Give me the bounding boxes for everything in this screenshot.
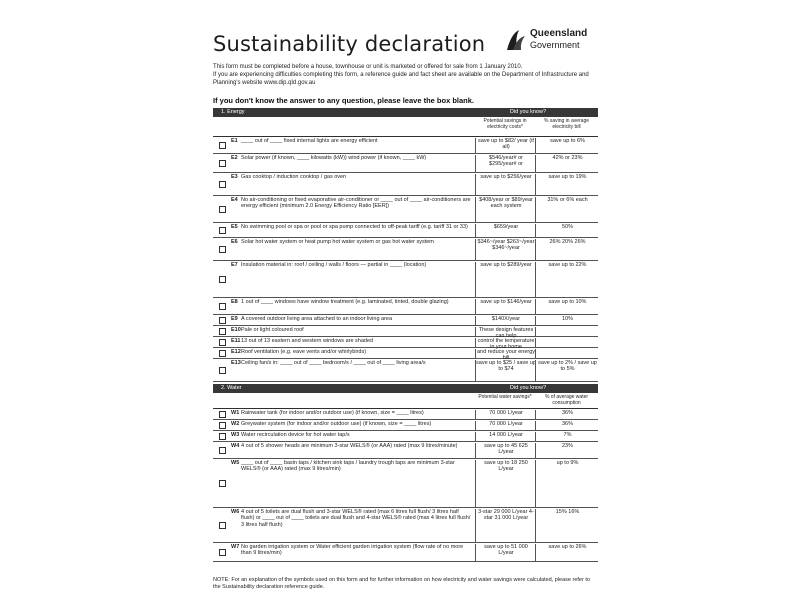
intro-text	[213, 63, 598, 87]
water-row-code: W1	[231, 410, 240, 416]
energy-row-text: 1 out of ____ windows have window treatment (e.g. laminated, tinted, double glazing)	[241, 299, 449, 305]
energy-row-code: E10	[231, 327, 241, 333]
energy-row-savings: and reduce your energy bill	[476, 349, 536, 362]
energy-row-text: Pale or light coloured roof	[241, 327, 304, 333]
energy-row-savings: save up to $289/year	[475, 262, 536, 298]
water-row-savings: save up to 18 250 L/year	[475, 460, 536, 508]
energy-row-code: E5	[231, 224, 238, 230]
water-row-percent: up to 9%	[535, 460, 599, 508]
energy-did-you-know: Did you know?	[509, 109, 546, 115]
energy-row	[213, 173, 598, 196]
water-col2-header: % of average water consumption	[544, 394, 589, 406]
water-row	[213, 508, 598, 543]
water-section-header	[213, 384, 598, 393]
energy-row	[213, 337, 598, 351]
water-row-percent: 36%	[535, 410, 599, 420]
water-row-percent: save up to 26%	[535, 544, 599, 562]
energy-row-savings: $346~/year $263~/year $346~/year	[475, 239, 536, 261]
footer-note: NOTE: For an explanation of the symbols used on this form and for further information on how electricity and water savings were calculated, please refer to the Sustainability declaration reference guide.	[213, 577, 590, 590]
water-row-text: Rainwater tank (for indoor and/or outdoor use) (if known, size = ____ litres)	[241, 410, 424, 416]
energy-row-code: E13	[231, 360, 241, 366]
instruction-bold: If you don't know the answer to any question, please leave the box blank.	[213, 96, 475, 105]
energy-row-text: Ceiling fan/s in: ____ out of ____ bedroom/s / ____ out of ____ living area/s	[241, 360, 426, 366]
water-row-checkbox[interactable]	[219, 447, 226, 454]
water-row-savings: 14 000 L/year	[475, 432, 536, 442]
energy-row-percent	[535, 327, 599, 337]
energy-row-percent: 26% 20% 26%	[535, 239, 599, 261]
intro-line1: This form must be completed before a house, townhouse or unit is marketed or offered for sale from 1 January 2010.	[213, 64, 523, 70]
water-row-percent: 15% 16%	[535, 509, 599, 543]
energy-row-percent: 42% or 23%	[535, 155, 599, 173]
water-row-savings: 70 000 L/year	[475, 421, 536, 431]
energy-row-savings: control the temperature in your home	[475, 338, 536, 348]
water-row-savings: save up to 45 625 L/year	[475, 443, 536, 459]
energy-row-percent: save up to 6%	[535, 138, 599, 154]
water-row-code: W3	[231, 432, 240, 438]
energy-row-percent: 50%	[535, 224, 599, 238]
energy-row	[213, 137, 598, 154]
energy-row-savings: save up to $256/year	[475, 174, 536, 196]
energy-row-code: E7	[231, 262, 238, 268]
energy-row-savings: save up to $82/ year (if all)	[475, 138, 536, 154]
energy-row-code: E8	[231, 299, 238, 305]
energy-row-percent: save up to 10%	[535, 299, 599, 315]
water-row-code: W5	[231, 460, 240, 466]
water-row-text: 4 out of 5 shower heads are minimum 3-star WELS® (or AAA) rated (max 9 litres/minute)	[241, 443, 458, 449]
energy-row-checkbox[interactable]	[219, 227, 226, 234]
water-row-text: Water recirculation device for hot water tap/s	[241, 432, 350, 438]
energy-row-percent: 10%	[535, 316, 599, 326]
water-row-code: W7	[231, 544, 240, 550]
energy-row	[213, 326, 598, 340]
energy-row-savings: These design features can help	[475, 327, 536, 337]
energy-row-checkbox[interactable]	[219, 303, 226, 310]
energy-row-text: 13 out of 13 eastern and western windows are shaded	[241, 338, 374, 344]
energy-row-text: Insulation material in: roof / ceiling / walls / floors — partial in ____ (location)	[241, 262, 427, 268]
water-did-you-know: Did you know?	[509, 385, 546, 391]
water-row-percent: 23%	[535, 443, 599, 459]
energy-col2-header: % saving in average electricity bill	[543, 118, 590, 130]
water-row-checkbox[interactable]	[219, 433, 226, 440]
energy-row-checkbox[interactable]	[219, 160, 226, 167]
water-row	[213, 409, 598, 420]
water-row-code: W2	[231, 421, 240, 427]
declaration-page	[205, 12, 600, 594]
logo-line1: Queensland	[530, 28, 588, 39]
energy-row-text: Roof ventilation (e.g. eave vents and/or whirlybirds)	[241, 349, 367, 355]
energy-row-percent	[535, 349, 599, 359]
water-row-checkbox[interactable]	[219, 522, 226, 529]
energy-row-checkbox[interactable]	[219, 339, 226, 346]
water-row-checkbox[interactable]	[219, 422, 226, 429]
energy-row-checkbox[interactable]	[219, 246, 226, 253]
water-row-checkbox[interactable]	[219, 549, 226, 556]
energy-row-percent: save up to 2% / save up to 5%	[535, 360, 599, 382]
energy-row-code: E11	[231, 338, 241, 344]
energy-row-code: E2	[231, 155, 238, 161]
energy-col1-header: Potential savings in electricity costs*	[483, 118, 527, 130]
energy-row-savings: $546/year# or $295/year# or	[475, 155, 536, 173]
energy-row-savings: $408/year or $89/year each system	[475, 197, 536, 223]
energy-row-text: ____ out of ____ fixed internal lights are energy efficient	[241, 138, 378, 144]
energy-row	[213, 196, 598, 223]
energy-row-checkbox[interactable]	[219, 317, 226, 324]
energy-table	[213, 136, 598, 382]
energy-section-header	[213, 108, 598, 117]
water-row-percent: 7%	[535, 432, 599, 442]
energy-row-checkbox[interactable]	[219, 367, 226, 374]
energy-row	[213, 298, 598, 315]
energy-row	[213, 261, 598, 298]
water-table	[213, 408, 598, 562]
water-row	[213, 431, 598, 442]
water-row-checkbox[interactable]	[219, 411, 226, 418]
water-row-checkbox[interactable]	[219, 480, 226, 487]
energy-row-text: Solar hot water system or heat pump hot water system or gas hot water system	[241, 239, 434, 245]
energy-row-savings: save up to $25 / save up to $74	[475, 360, 536, 382]
energy-row-checkbox[interactable]	[219, 350, 226, 357]
energy-row-savings: save up to $146/year	[475, 299, 536, 315]
energy-row-code: E9	[231, 316, 238, 322]
energy-section-label: 1. Energy	[221, 109, 245, 115]
energy-row	[213, 154, 598, 173]
water-row-code: W6	[231, 509, 240, 515]
water-row	[213, 420, 598, 431]
water-row-percent: 36%	[535, 421, 599, 431]
energy-row-checkbox[interactable]	[219, 142, 226, 149]
water-row	[213, 459, 598, 508]
energy-row-savings: $659/year	[475, 224, 536, 238]
energy-row-code: E3	[231, 174, 238, 180]
intro-line2: If you are experiencing difficulties completing this form, a reference guide and fact sheet are available on the Department of Infrastructure and Planning's website www.dip.qld.gov.au	[213, 72, 589, 86]
crest-icon	[505, 28, 527, 54]
water-row-code: W4	[231, 443, 240, 449]
energy-row-text: No air-conditioning or fixed evaporative air-conditioner or ____ out of ____ air-conditioners are energy efficient (minimum 2.0 Energy Efficiency Ratio [EER])	[241, 197, 471, 210]
energy-row-percent: save up to 22%	[535, 262, 599, 298]
energy-row-code: E12	[231, 349, 241, 355]
water-row-text: No garden irrigation system or Water efficient garden irrigation system (flow rate of no more than 9 litres/min)	[241, 544, 464, 557]
energy-row-text: Solar power (if known, ____ kilowatts (kW)) wind power (if known, ____ kW)	[241, 155, 427, 161]
water-col1-header: Potential water savings*	[478, 394, 532, 400]
water-row-savings: save up to 51 000 L/year	[475, 544, 536, 562]
energy-row	[213, 223, 598, 238]
energy-row-text: No swimming pool or spa or pool or spa pump connected to off-peak tariff (e.g. tariff 31 or 33)	[241, 224, 468, 230]
water-row-text: Greywater system (for indoor and/or outdoor use) (if known, size = ____ litres)	[241, 421, 432, 427]
energy-row-percent: 31% or 6% each	[535, 197, 599, 223]
water-row-text: 4 out of 5 toilets are dual flush and 3-star WELS® rated (max 6 litres full flush/ 3 litres half flush) or ____ out of ____ toilets are dual flush and 4-star WELS® rated (max 4 litres full flush/ 3 litres half flush)	[241, 509, 471, 528]
energy-row-percent: save up to 19%	[535, 174, 599, 196]
energy-row-code: E6	[231, 239, 238, 245]
energy-row-text: Gas cooktop / induction cooktop / gas oven	[241, 174, 347, 180]
energy-row-checkbox[interactable]	[219, 181, 226, 188]
energy-row-code: E4	[231, 197, 238, 203]
energy-row-checkbox[interactable]	[219, 206, 226, 213]
water-row-text: ____ out of ____ basin taps / kitchen sink taps / laundry trough taps are minimum 3-star WELS® (or AAA) rated (max 9 litres/min)	[241, 460, 455, 473]
page-title: Sustainability declaration	[213, 32, 486, 56]
water-row	[213, 543, 598, 562]
water-row-savings: 70 000 L/year	[475, 410, 536, 420]
energy-row	[213, 348, 598, 362]
water-row	[213, 442, 598, 459]
energy-row-code: E1	[231, 138, 238, 144]
energy-row-text: A covered outdoor living area attached to an indoor living area	[241, 316, 393, 322]
energy-row	[213, 238, 598, 261]
queensland-government-logo	[505, 28, 595, 58]
energy-row	[213, 359, 598, 382]
energy-row-checkbox[interactable]	[219, 328, 226, 335]
logo-line2: Government	[530, 40, 580, 50]
energy-row-checkbox[interactable]	[219, 276, 226, 283]
energy-row-percent	[535, 338, 599, 348]
water-section-label: 2. Water	[221, 385, 242, 391]
energy-row	[213, 315, 598, 326]
energy-row-savings: $140X/year	[475, 316, 536, 326]
water-row-savings: 3-star 29 000 L/year 4-star 31 000 L/year	[475, 509, 536, 543]
